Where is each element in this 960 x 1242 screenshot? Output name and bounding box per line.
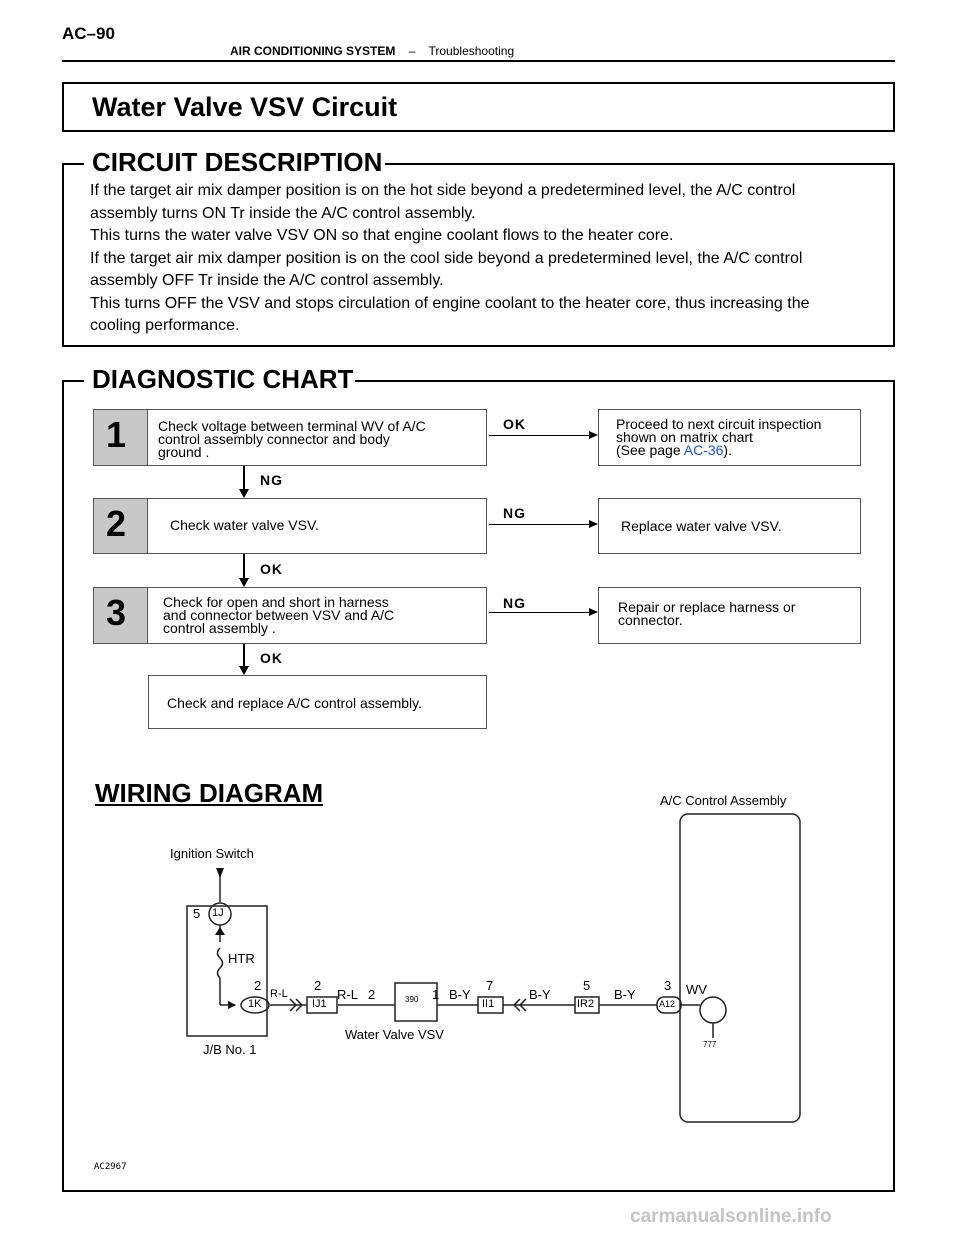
frame-rule [62,380,84,382]
step-number: 3 [106,592,127,633]
flow-arrow-down [243,644,245,673]
step-line: and connector between VSV and A/C [163,607,395,623]
pin-number: 2 [368,987,376,1002]
result-1-box [598,409,861,466]
connector-label: A12 [659,999,676,1009]
connector-label: 1J [212,907,224,919]
result-text: Replace water valve VSV. [621,518,782,534]
step-number-cell [94,499,148,553]
connector-label: 1K [248,998,262,1010]
step-line: control assembly . [163,620,276,636]
step-number: 2 [106,503,127,544]
wire-color-label: B-Y [529,987,551,1002]
circuit-description-heading: CIRCUIT DESCRIPTION [92,147,383,177]
step-number-cell [94,588,148,643]
step-line: Check for open and short in harness [163,594,389,610]
see-page-suffix: ). [723,442,732,458]
pin-number: 3 [664,978,672,993]
pin-number: 1 [432,987,440,1002]
see-page-prefix: (See page [616,442,684,458]
flow-arrow-down [243,554,245,585]
connector-label: 2 [254,978,262,993]
result-line: connector. [618,612,683,628]
ignition-switch-label: Ignition Switch [170,846,254,861]
ground-label: 777 [703,1040,717,1049]
connector-label: IJ1 [312,998,327,1010]
connector-label: IR2 [577,998,595,1010]
wire-color-label: R-L [337,987,358,1002]
result-3-box [598,587,861,644]
section-label [230,44,514,58]
section-separator: – [408,44,416,58]
step-line: control assembly connector and body [158,431,390,447]
figure-code: AC2967 [94,1162,127,1172]
step-number-cell [94,410,148,465]
circuit-description-text [90,180,880,338]
flow-arrow-right [489,612,596,613]
description-line: If the target air mix damper position is on the cool side beyond a predetermined level, the A/C control [90,249,803,267]
step-text [158,420,426,459]
step-text [170,519,319,532]
ng-label: NG [503,505,526,521]
wiring-diagram-heading: WIRING DIAGRAM [95,778,324,808]
step-line: ground . [158,444,210,460]
ng-label: NG [260,472,283,488]
description-line: This turns the water valve VSV ON so that engine coolant flows to the heater core. [90,227,674,244]
final-step-text: Check and replace A/C control assembly. [167,695,422,711]
pin-number: 5 [583,978,591,993]
ok-label: OK [503,416,526,432]
frame-rule [355,380,895,382]
connector-label: 5 [193,906,201,921]
description-line: This turns OFF the VSV and stops circulation of engine coolant to the heater core, thus increasing the [90,294,810,312]
htr-fuse-label: HTR [228,951,255,966]
watermark: carmanualsonline.info [630,1206,832,1227]
ok-label: OK [260,561,283,577]
ac-control-assembly-label: A/C Control Assembly [660,793,787,808]
subsection-title: Troubleshooting [428,44,515,58]
step-text [163,596,394,635]
frame-rule [62,163,84,165]
result-text [618,601,795,627]
ng-label: NG [503,595,526,611]
page-number: AC–90 [62,24,115,43]
diagnostic-chart-heading: DIAGNOSTIC CHART [92,364,354,394]
description-line: assembly turns ON Tr inside the A/C control assembly. [90,204,476,222]
result-text [616,418,821,457]
pin-number: 7 [486,978,494,993]
description-line: assembly OFF Tr inside the A/C control assembly. [90,272,444,289]
result-2-box [598,498,861,554]
pin-number: 2 [314,978,322,993]
wire-color-label: B-Y [449,987,471,1002]
wire-color-label: R-L [270,988,288,1000]
vsv-code: 390 [405,995,419,1004]
step-number: 1 [106,414,127,455]
result-line: shown on matrix chart [616,429,753,445]
result-line: Repair or replace harness or [618,599,796,615]
section-title: AIR CONDITIONING SYSTEM [230,44,396,58]
wv-terminal-label: WV [686,982,707,997]
jb-label: J/B No. 1 [203,1042,257,1057]
title-box [62,82,895,132]
water-valve-vsv-label: Water Valve VSV [345,1027,444,1042]
result-line [616,444,821,457]
flow-arrow-right [489,524,596,525]
final-step-box [148,675,487,729]
step-3-box [93,587,487,644]
step-line: Check voltage between terminal WV of A/C [158,418,426,434]
frame-rule [385,163,895,165]
header-rule [62,60,895,62]
step-2-box [93,498,487,554]
step-line: Check water valve VSV. [170,517,319,533]
step-1-box [93,409,487,466]
description-line: If the target air mix damper position is on the hot side beyond a predetermined level, the A/C control [90,182,796,199]
description-line: cooling performance. [90,317,240,334]
page-title: Water Valve VSV Circuit [92,92,398,122]
ok-label: OK [260,650,283,666]
flow-arrow-right [489,435,596,436]
result-line: Proceed to next circuit inspection [616,416,822,432]
page-link[interactable]: AC-36 [683,442,724,458]
flow-arrow-down [243,466,245,496]
wire-color-label: B-Y [614,987,636,1002]
connector-label: II1 [482,998,495,1010]
